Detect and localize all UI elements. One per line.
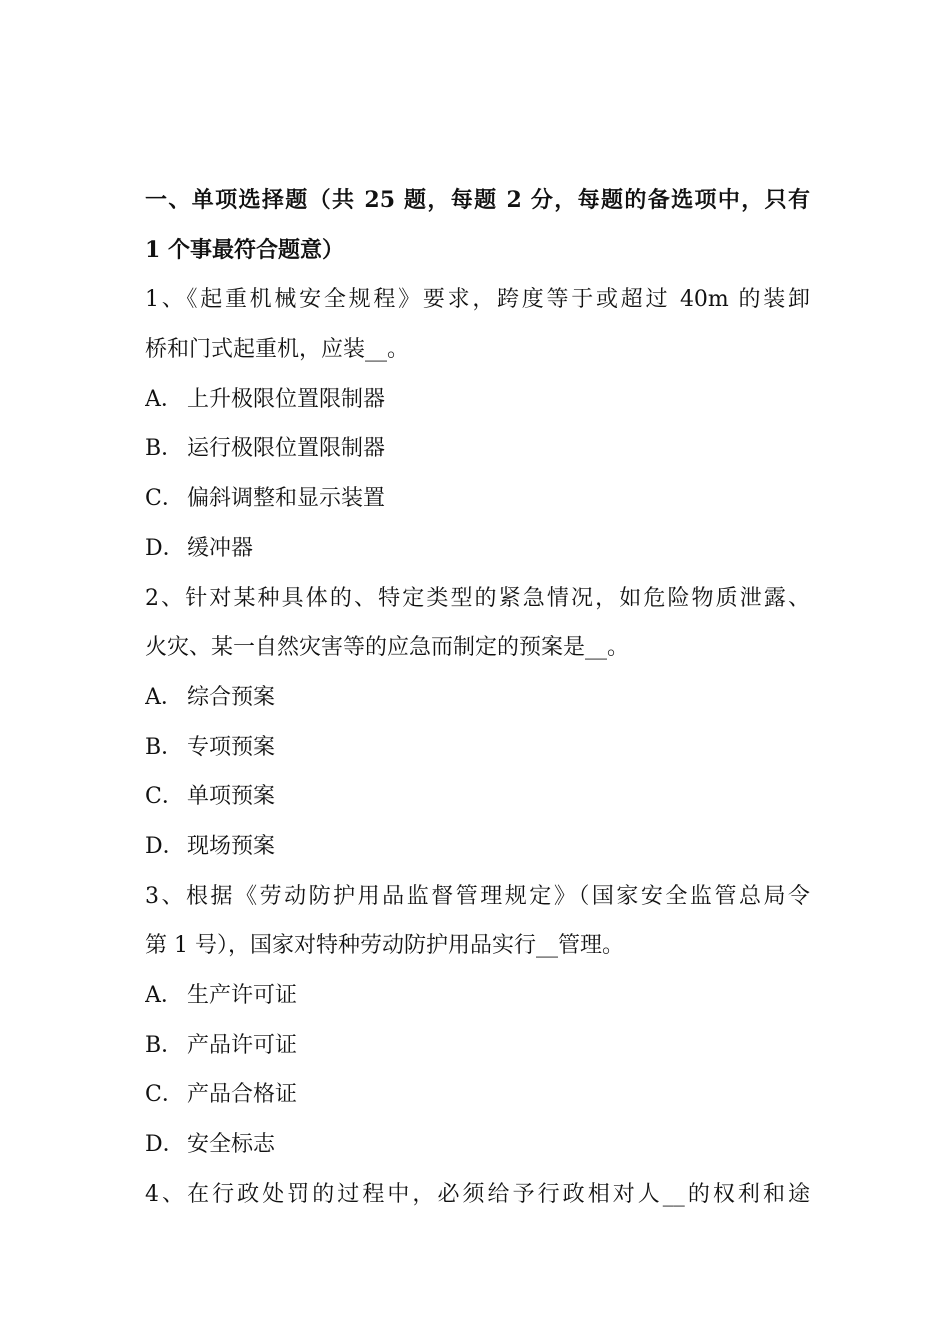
option-text: 现场预案	[187, 833, 276, 859]
option-letter: C．	[145, 486, 184, 512]
option-text: 生产许可证	[187, 983, 298, 1008]
section-heading-line-2: 1 个事最符合题意）	[145, 236, 344, 263]
option-letter: B．	[145, 1032, 184, 1058]
option-text: 偏斜调整和显示装置	[187, 486, 386, 512]
question-2-option-c	[145, 772, 810, 822]
option-text: 上升极限位置限制器	[187, 386, 386, 412]
question-2-stem-line-1: 2、针对某种具体的、特定类型的紧急情况，如危险物质泄露、	[145, 585, 810, 611]
question-3-option-b	[145, 1021, 810, 1071]
question-2-option-d	[145, 822, 810, 872]
question-4-stem-line-1: 4、在行政处罚的过程中，必须给予行政相对人__的权利和途	[145, 1181, 810, 1207]
option-letter: A．	[145, 983, 183, 1008]
option-letter: A．	[145, 386, 183, 412]
option-letter: D．	[145, 833, 185, 859]
question-3-stem-line-2: 第 1 号），国家对特种劳动防护用品实行__管理。	[145, 933, 624, 959]
question-1-option-a	[145, 375, 810, 425]
question-1-option-b	[145, 424, 810, 474]
question-1-stem-line-1: 1、《起重机械安全规程》要求，跨度等于或超过 40m 的装卸	[145, 287, 810, 313]
question-2-stem-line-2: 火灾、某一自然灾害等的应急而制定的预案是__。	[145, 635, 630, 661]
option-text: 安全标志	[187, 1132, 276, 1158]
option-letter: A．	[145, 684, 183, 710]
question-3-option-a	[145, 971, 810, 1021]
document-body	[145, 176, 810, 1219]
option-letter: B．	[145, 734, 184, 760]
option-text: 单项预案	[187, 784, 276, 810]
question-1-option-d	[145, 524, 810, 574]
option-letter: D．	[145, 535, 185, 561]
option-letter: D．	[145, 1132, 185, 1158]
question-1-stem-line-2: 桥和门式起重机，应装__。	[145, 337, 410, 363]
option-letter: C．	[145, 1082, 184, 1108]
question-3-stem-line-1: 3、根据《劳动防护用品监督管理规定》（国家安全监管总局令	[145, 883, 810, 909]
question-3-option-d	[145, 1120, 810, 1170]
option-text: 缓冲器	[187, 535, 254, 561]
question-3-option-c	[145, 1070, 810, 1120]
question-1-option-c	[145, 474, 810, 524]
option-text: 产品合格证	[187, 1082, 298, 1108]
option-text: 运行极限位置限制器	[187, 436, 386, 462]
question-2-option-b	[145, 723, 810, 773]
question-2-option-a	[145, 673, 810, 723]
option-text: 专项预案	[187, 734, 276, 760]
option-text: 综合预案	[187, 684, 276, 710]
option-text: 产品许可证	[187, 1032, 298, 1058]
option-letter: B．	[145, 436, 184, 462]
option-letter: C．	[145, 784, 184, 810]
section-heading-line-1: 一、单项选择题（共 25 题，每题 2 分，每题的备选项中，只有	[145, 187, 810, 213]
